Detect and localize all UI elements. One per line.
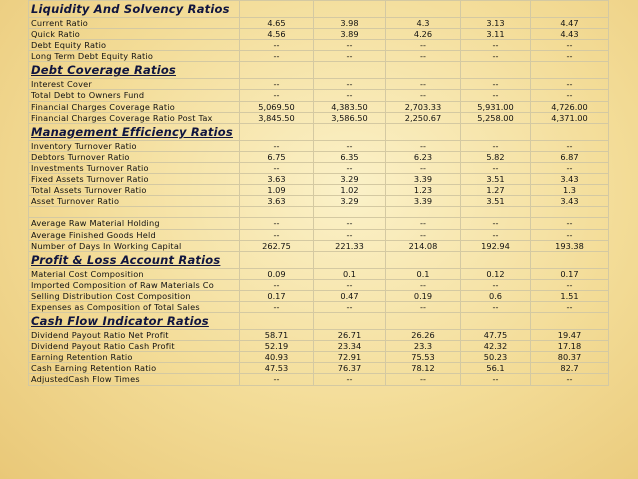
value-cell: -- [386,140,461,151]
value-cell: 0.1 [314,268,386,279]
empty-cell [386,62,461,79]
value-cell: -- [240,162,314,173]
value-cell: -- [386,79,461,90]
row-label [29,207,240,218]
value-cell: 4.26 [386,29,461,40]
section-title: Profit & Loss Account Ratios [29,251,240,268]
row-label: Number of Days In Working Capital [29,240,240,251]
value-cell: 3.51 [461,174,531,185]
row-label: Dividend Payout Ratio Net Profit [29,330,240,341]
table-row [29,374,609,385]
value-cell: -- [531,218,609,229]
value-cell: -- [461,229,531,240]
table-row [29,18,609,29]
value-cell: 2,250.67 [386,112,461,123]
empty-cell [461,62,531,79]
value-cell: -- [386,162,461,173]
value-cell: 72.91 [314,352,386,363]
value-cell: -- [314,90,386,101]
empty-cell [531,313,609,330]
empty-cell [531,251,609,268]
value-cell: 56.1 [461,363,531,374]
value-cell: 0.09 [240,268,314,279]
table-row [29,352,609,363]
value-cell: -- [386,301,461,312]
value-cell: -- [461,79,531,90]
section-header-row [29,1,609,18]
empty-cell [386,1,461,18]
value-cell: 1.23 [386,185,461,196]
value-cell: -- [461,90,531,101]
table-row [29,51,609,62]
value-cell: 75.53 [386,352,461,363]
empty-cell [314,123,386,140]
row-label: Cash Earning Retention Ratio [29,363,240,374]
row-label: AdjustedCash Flow Times [29,374,240,385]
row-label: Imported Composition of Raw Materials Co [29,279,240,290]
blank-row [29,207,609,218]
value-cell: -- [240,218,314,229]
value-cell: 26.71 [314,330,386,341]
value-cell: -- [240,301,314,312]
value-cell: -- [240,79,314,90]
table-row [29,330,609,341]
value-cell: 3.43 [531,196,609,207]
value-cell: 5.82 [461,151,531,162]
value-cell: -- [531,51,609,62]
value-cell: 6.75 [240,151,314,162]
empty-cell [314,1,386,18]
value-cell: 0.6 [461,290,531,301]
empty-cell [240,313,314,330]
empty-cell [386,123,461,140]
value-cell: 82.7 [531,363,609,374]
value-cell: -- [240,374,314,385]
value-cell: 47.75 [461,330,531,341]
value-cell: -- [531,374,609,385]
value-cell: 4,726.00 [531,101,609,112]
value-cell: 78.12 [386,363,461,374]
empty-cell [386,251,461,268]
value-cell: -- [314,51,386,62]
row-label: Material Cost Composition [29,268,240,279]
value-cell: -- [314,40,386,51]
table-row [29,196,609,207]
row-label: Inventory Turnover Ratio [29,140,240,151]
value-cell: 0.17 [531,268,609,279]
value-cell: 52.19 [240,341,314,352]
value-cell: 3.39 [386,196,461,207]
empty-cell [314,313,386,330]
section-title: Liquidity And Solvency Ratios [29,1,240,18]
row-label: Total Assets Turnover Ratio [29,185,240,196]
row-label: Debt Equity Ratio [29,40,240,51]
value-cell: -- [314,162,386,173]
row-label: Selling Distribution Cost Composition [29,290,240,301]
value-cell: 19.47 [531,330,609,341]
value-cell: -- [461,162,531,173]
value-cell: 80.37 [531,352,609,363]
section-header-row [29,251,609,268]
table-row [29,162,609,173]
table-row [29,279,609,290]
value-cell: 0.17 [240,290,314,301]
value-cell: 192.94 [461,240,531,251]
value-cell: 3.13 [461,18,531,29]
value-cell: 5,931.00 [461,101,531,112]
value-cell: -- [314,374,386,385]
value-cell: -- [531,279,609,290]
empty-cell [531,1,609,18]
value-cell: -- [531,162,609,173]
value-cell: -- [386,218,461,229]
row-label: Average Finished Goods Held [29,229,240,240]
empty-cell [240,123,314,140]
row-label: Total Debt to Owners Fund [29,90,240,101]
section-title: Cash Flow Indicator Ratios [29,313,240,330]
empty-cell [386,313,461,330]
empty-cell [461,313,531,330]
value-cell: -- [461,40,531,51]
value-cell: -- [531,79,609,90]
table-row [29,112,609,123]
value-cell: -- [386,374,461,385]
value-cell: -- [240,90,314,101]
value-cell: 23.34 [314,341,386,352]
value-cell: 214.08 [386,240,461,251]
value-cell: 23.3 [386,341,461,352]
value-cell: 0.12 [461,268,531,279]
value-cell: -- [240,140,314,151]
value-cell: 1.3 [531,185,609,196]
table-row [29,29,609,40]
value-cell: 4.43 [531,29,609,40]
value-cell: -- [461,140,531,151]
table-row [29,185,609,196]
value-cell: 6.35 [314,151,386,162]
value-cell: 3.43 [531,174,609,185]
value-cell: -- [531,40,609,51]
value-cell: 5,258.00 [461,112,531,123]
value-cell [461,207,531,218]
table-row [29,90,609,101]
value-cell: 3.39 [386,174,461,185]
value-cell: 3.63 [240,174,314,185]
value-cell: -- [386,279,461,290]
value-cell: 4,383.50 [314,101,386,112]
value-cell: 2,703.33 [386,101,461,112]
section-title: Debt Coverage Ratios [29,62,240,79]
empty-cell [531,62,609,79]
value-cell: -- [461,374,531,385]
row-label: Asset Turnover Ratio [29,196,240,207]
value-cell: 1.27 [461,185,531,196]
empty-cell [461,1,531,18]
value-cell: -- [240,40,314,51]
value-cell: -- [386,229,461,240]
table-row [29,174,609,185]
value-cell: 3,586.50 [314,112,386,123]
empty-cell [314,62,386,79]
section-header-row [29,123,609,140]
value-cell [240,207,314,218]
value-cell [314,207,386,218]
value-cell: 3.98 [314,18,386,29]
table-row [29,229,609,240]
value-cell: 6.87 [531,151,609,162]
value-cell: 3.29 [314,196,386,207]
table-row [29,40,609,51]
empty-cell [531,123,609,140]
value-cell: 0.19 [386,290,461,301]
value-cell: -- [240,229,314,240]
value-cell: -- [386,90,461,101]
value-cell: 3,845.50 [240,112,314,123]
value-cell: -- [240,51,314,62]
row-label: Long Term Debt Equity Ratio [29,51,240,62]
table-row [29,290,609,301]
value-cell [386,207,461,218]
table-row [29,240,609,251]
value-cell: -- [386,40,461,51]
value-cell: 262.75 [240,240,314,251]
value-cell: 3.51 [461,196,531,207]
row-label: Debtors Turnover Ratio [29,151,240,162]
value-cell: -- [314,140,386,151]
value-cell: -- [461,218,531,229]
value-cell: -- [531,140,609,151]
value-cell: -- [314,218,386,229]
table-row [29,363,609,374]
empty-cell [240,62,314,79]
value-cell: 17.18 [531,341,609,352]
value-cell: 1.09 [240,185,314,196]
value-cell: 47.53 [240,363,314,374]
value-cell [531,207,609,218]
value-cell: 0.47 [314,290,386,301]
value-cell: 4.56 [240,29,314,40]
value-cell: 3.63 [240,196,314,207]
value-cell: 26.26 [386,330,461,341]
value-cell: -- [386,51,461,62]
value-cell: -- [531,301,609,312]
table-row [29,341,609,352]
row-label: Average Raw Material Holding [29,218,240,229]
value-cell: 5,069.50 [240,101,314,112]
row-label: Earning Retention Ratio [29,352,240,363]
value-cell: 42.32 [461,341,531,352]
value-cell: 4.3 [386,18,461,29]
value-cell: 3.29 [314,174,386,185]
table-row [29,79,609,90]
value-cell: 50.23 [461,352,531,363]
value-cell: -- [461,301,531,312]
section-title: Management Efficiency Ratios [29,123,240,140]
value-cell: -- [240,279,314,290]
row-label: Current Ratio [29,18,240,29]
table-row [29,101,609,112]
value-cell: -- [461,51,531,62]
value-cell: -- [531,90,609,101]
value-cell: 1.02 [314,185,386,196]
value-cell: 6.23 [386,151,461,162]
row-label: Quick Ratio [29,29,240,40]
value-cell: 4.47 [531,18,609,29]
value-cell: 0.1 [386,268,461,279]
empty-cell [240,251,314,268]
empty-cell [461,123,531,140]
row-label: Financial Charges Coverage Ratio Post Tax [29,112,240,123]
value-cell: 76.37 [314,363,386,374]
ratios-table [28,0,609,386]
value-cell: 193.38 [531,240,609,251]
ratios-table-body [29,1,609,386]
table-row [29,268,609,279]
row-label: Financial Charges Coverage Ratio [29,101,240,112]
row-label: Investments Turnover Ratio [29,162,240,173]
value-cell: -- [531,229,609,240]
row-label: Dividend Payout Ratio Cash Profit [29,341,240,352]
table-row [29,140,609,151]
section-header-row [29,62,609,79]
table-row [29,218,609,229]
value-cell: -- [461,279,531,290]
section-header-row [29,313,609,330]
table-row [29,301,609,312]
row-label: Expenses as Composition of Total Sales [29,301,240,312]
value-cell: 3.89 [314,29,386,40]
value-cell: -- [314,301,386,312]
value-cell: 4.65 [240,18,314,29]
table-row [29,151,609,162]
value-cell: 1.51 [531,290,609,301]
value-cell: -- [314,229,386,240]
value-cell: 221.33 [314,240,386,251]
empty-cell [314,251,386,268]
value-cell: -- [314,79,386,90]
value-cell: -- [314,279,386,290]
empty-cell [240,1,314,18]
row-label: Interest Cover [29,79,240,90]
value-cell: 3.11 [461,29,531,40]
row-label: Fixed Assets Turnover Ratio [29,174,240,185]
empty-cell [461,251,531,268]
value-cell: 58.71 [240,330,314,341]
value-cell: 40.93 [240,352,314,363]
value-cell: 4,371.00 [531,112,609,123]
